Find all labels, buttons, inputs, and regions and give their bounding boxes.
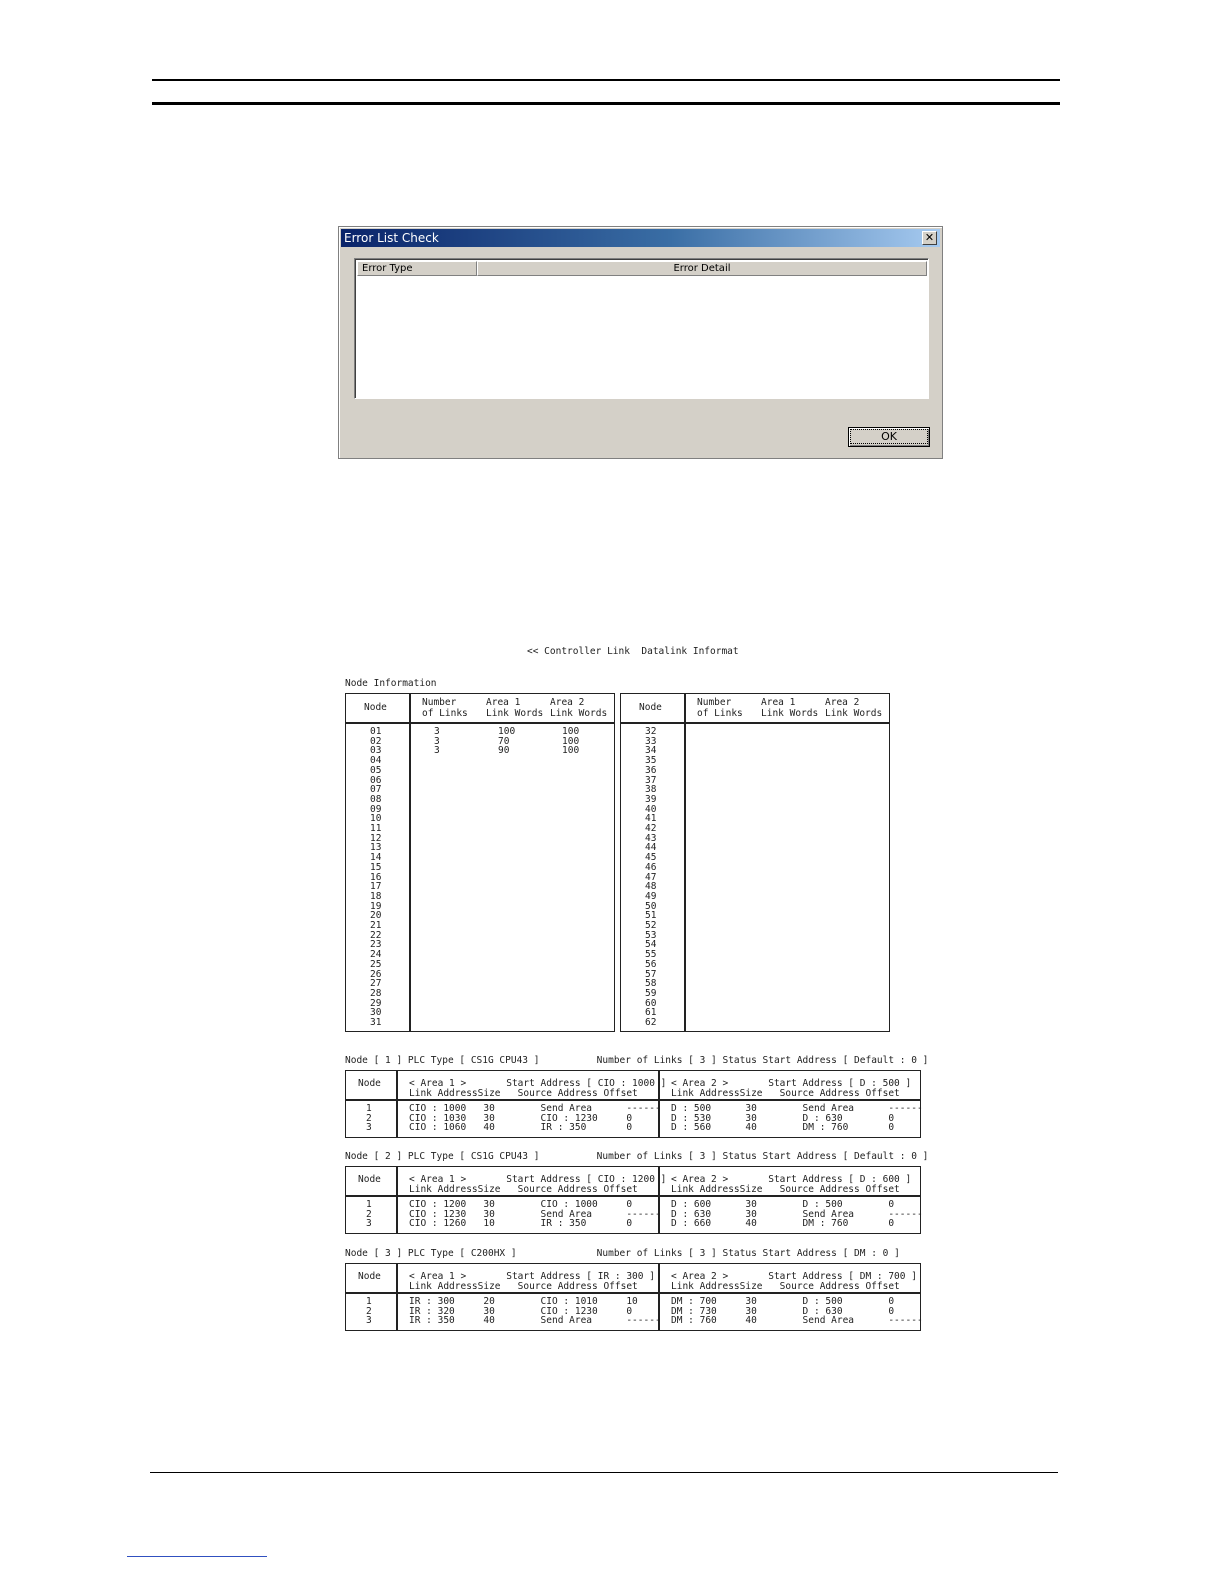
footer-link-underline[interactable] (127, 1556, 267, 1557)
node-3-node-label: Node (358, 1271, 381, 1282)
node-2-node-label: Node (358, 1174, 381, 1185)
node-1-area1-head: < Area 1 > Start Address [ CIO : 1000 ] Link AddressSize Source Address Offset (409, 1078, 667, 1099)
node-info-table-left (345, 693, 615, 1032)
node-1-table (345, 1070, 921, 1138)
ni-node-list-left: 01 02 03 04 05 06 07 08 09 10 11 12 13 14 15 16 17 18 19 20 21 22 23 24 25 26 27 28 29 30 31 (370, 726, 382, 1029)
dialog-title: Error List Check (344, 231, 439, 245)
ni-area1-list: 100 70 90 (498, 726, 516, 757)
header-rule-thin (152, 79, 1060, 81)
node-1-node-label: Node (358, 1078, 381, 1089)
footer-rule (150, 1472, 1058, 1473)
ni-links-list: 3 3 3 (434, 726, 440, 757)
ni-header-area2: Area 2 Link Words (550, 697, 608, 719)
node-1-area2-rows: D : 500 30 Send Area ------ D : 530 30 D : 630 0 D : 560 40 DM : 760 0 (671, 1103, 923, 1133)
ni-node-list-right: 32 33 34 35 36 37 38 39 40 41 42 43 44 45 46 47 48 49 50 51 52 53 54 55 56 57 58 59 60 61 62 (645, 726, 657, 1029)
node-1-area1-rows: CIO : 1000 30 Send Area ------ CIO : 1030 30 CIO : 1230 0 CIO : 1060 40 IR : 350 0 (409, 1103, 661, 1133)
ok-button-label: OK (850, 429, 928, 444)
node-2-area2-head: < Area 2 > Start Address [ D : 600 ] Link AddressSize Source Address Offset (671, 1174, 912, 1195)
ni-header-links: Number of Links (422, 697, 468, 719)
node-3-header: Node [ 3 ] PLC Type [ C200HX ] Number of Links [ 3 ] Status Start Address [ DM : 0 ] (345, 1248, 900, 1259)
column-header-error-detail[interactable]: Error Detail (477, 261, 927, 276)
ni-header-area1: Area 1 Link Words (486, 697, 544, 719)
node-2-row-numbers: 1 2 3 (366, 1199, 372, 1229)
node-1-header: Node [ 1 ] PLC Type [ CS1G CPU43 ] Number of Links [ 3 ] Status Start Address [ Default : 0 ] (345, 1055, 929, 1066)
node-1-row-numbers: 1 2 3 (366, 1103, 372, 1133)
column-header-error-type[interactable]: Error Type (357, 261, 477, 276)
node-info-table-right (620, 693, 890, 1032)
node-2-area2-rows: D : 600 30 D : 500 0 D : 630 30 Send Area ------ D : 660 40 DM : 760 0 (671, 1199, 923, 1229)
ni-header-node: Node (364, 702, 387, 713)
ni-header-node-right: Node (639, 702, 662, 713)
node-3-table (345, 1263, 921, 1331)
node-3-area2-head: < Area 2 > Start Address [ DM : 700 ] Link AddressSize Source Address Offset (671, 1271, 917, 1292)
header-rule-thick (152, 102, 1060, 105)
close-icon[interactable]: ✕ (922, 231, 937, 245)
report-title: << Controller Link Datalink Informat (527, 646, 739, 657)
ni-area2-list: 100 100 100 (562, 726, 580, 757)
ni-header-area1-right: Area 1 Link Words (761, 697, 819, 719)
error-list-check-dialog (338, 226, 943, 459)
ni-header-area2-right: Area 2 Link Words (825, 697, 883, 719)
dialog-titlebar[interactable] (341, 229, 940, 247)
node-3-area2-rows: DM : 700 30 D : 500 0 DM : 730 30 D : 630 0 DM : 760 40 Send Area ------ (671, 1296, 923, 1326)
node-information-label: Node Information (345, 678, 437, 689)
node-2-area1-head: < Area 1 > Start Address [ CIO : 1200 ] Link AddressSize Source Address Offset (409, 1174, 667, 1195)
node-2-area1-rows: CIO : 1200 30 CIO : 1000 0 CIO : 1230 30 Send Area ------ CIO : 1260 10 IR : 350 0 (409, 1199, 661, 1229)
node-2-header: Node [ 2 ] PLC Type [ CS1G CPU43 ] Number of Links [ 3 ] Status Start Address [ Default : 0 ] (345, 1151, 929, 1162)
error-list[interactable] (354, 258, 929, 399)
ni-header-links-right: Number of Links (697, 697, 743, 719)
node-3-row-numbers: 1 2 3 (366, 1296, 372, 1326)
node-3-area1-head: < Area 1 > Start Address [ IR : 300 ] Link AddressSize Source Address Offset (409, 1271, 655, 1292)
node-3-area1-rows: IR : 300 20 CIO : 1010 10 IR : 320 30 CIO : 1230 0 IR : 350 40 Send Area ------ (409, 1296, 661, 1326)
node-2-table (345, 1166, 921, 1234)
ok-button[interactable] (848, 427, 930, 447)
node-1-area2-head: < Area 2 > Start Address [ D : 500 ] Link AddressSize Source Address Offset (671, 1078, 912, 1099)
